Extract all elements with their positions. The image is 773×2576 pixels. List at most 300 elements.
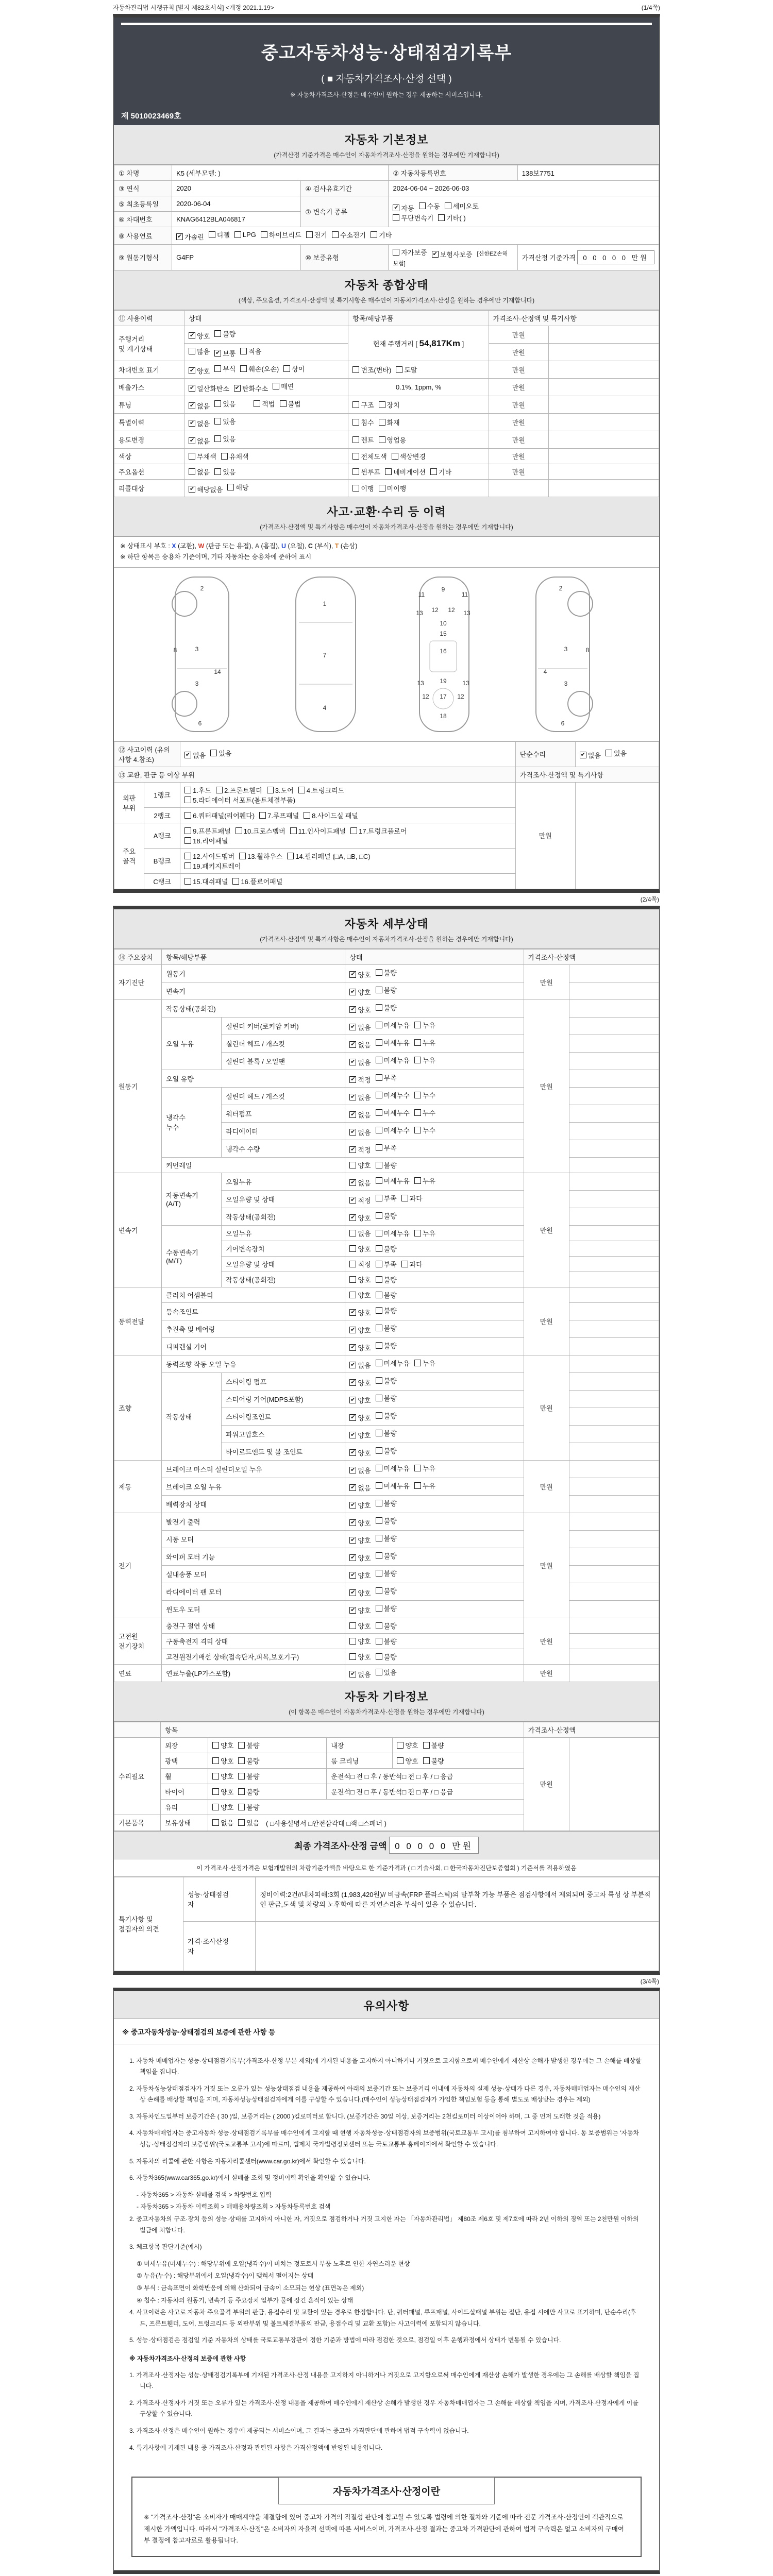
checkbox-불량[interactable]: [423, 1756, 444, 1766]
checkbox-없음[interactable]: [349, 1022, 371, 1032]
table-row: [114, 1565, 659, 1583]
notices-subheader: ※ 중고자동차성능·상태점검의 보증에 관한 사항 등: [114, 2019, 659, 2044]
checkbox-누수[interactable]: [414, 1108, 435, 1117]
table-row: [114, 1513, 659, 1530]
accident-title: 사고·교환·수리 등 이력: [327, 505, 446, 518]
unchecked-box-icon: [376, 1144, 382, 1151]
checkbox-기타( )[interactable]: [438, 213, 465, 223]
checkbox-label: 기타: [438, 468, 452, 476]
checkbox-양호[interactable]: [349, 1500, 371, 1510]
checkbox-네비게이션[interactable]: [385, 467, 426, 477]
checkbox-미세누유[interactable]: [376, 1020, 410, 1030]
checkbox-불량[interactable]: [376, 1428, 397, 1438]
checkbox-미이행[interactable]: [379, 483, 407, 493]
checkbox-도말[interactable]: [396, 365, 417, 375]
checkbox-불량[interactable]: [376, 1516, 397, 1526]
checkbox-과다[interactable]: [401, 1193, 423, 1203]
checkbox-7.루프패널[interactable]: [259, 810, 299, 820]
checkbox-양호[interactable]: [397, 1740, 418, 1750]
checkbox-기타[interactable]: [430, 467, 451, 477]
checkbox-label: 변조(변타): [361, 366, 392, 374]
checkbox-16.플로어패널[interactable]: [232, 876, 282, 886]
col-usage-history: ⑪ 사용이력: [114, 311, 184, 326]
device-group-label: 원동기: [114, 999, 162, 1173]
checkbox-매연[interactable]: [273, 381, 294, 391]
checkbox-양호[interactable]: [212, 1787, 233, 1797]
checked-box-icon: ✔: [215, 350, 221, 356]
checkbox-불량[interactable]: [238, 1802, 259, 1812]
checkbox-미세누유[interactable]: [376, 1038, 410, 1047]
checkbox-15.대쉬패널[interactable]: [184, 876, 228, 886]
checkbox-구조[interactable]: [352, 400, 374, 410]
checkbox-label: 양호: [358, 1396, 371, 1404]
checkbox-없음[interactable]: [349, 1127, 371, 1137]
checkbox-label: 부족: [383, 1074, 397, 1082]
checkbox-미세누유[interactable]: [376, 1176, 410, 1185]
item-label: 충전구 절연 상태: [162, 1618, 345, 1633]
symbol-U: U: [281, 543, 288, 550]
final-price-label: 최종 가격조사·산정 금액: [294, 1841, 390, 1851]
item-label: 워터펌프: [222, 1105, 345, 1122]
checkbox-많음[interactable]: [189, 346, 210, 356]
checkbox-17.트렁크플로어[interactable]: [350, 826, 407, 836]
checkbox-8.사이드실 패널[interactable]: [304, 810, 358, 820]
checkbox-영업용[interactable]: [379, 435, 407, 445]
final-price-value: 0 0 0 0 0 만원: [389, 1837, 479, 1854]
note-cell: [548, 361, 659, 379]
checkbox-label: 미이행: [386, 485, 407, 493]
checkbox-양호[interactable]: [349, 1290, 371, 1300]
unchecked-box-icon: [352, 468, 359, 475]
checkbox-양호[interactable]: [349, 1395, 371, 1405]
checkbox-없음[interactable]: [349, 1057, 371, 1067]
note-cell: [548, 414, 659, 431]
checkbox-있음[interactable]: [210, 748, 231, 758]
checkbox-없음[interactable]: [349, 1669, 371, 1679]
checkbox-양호[interactable]: [349, 1343, 371, 1352]
row-label: 차대번호 표기: [114, 361, 184, 379]
checkbox-9.프론트패널[interactable]: [184, 826, 231, 836]
unchecked-box-icon: [240, 365, 247, 372]
checkbox-부식[interactable]: [214, 364, 236, 374]
col-state: 상태: [184, 311, 348, 326]
checkbox-하이브리드[interactable]: [261, 230, 301, 240]
checkbox-있음[interactable]: [214, 399, 236, 409]
state-options: [184, 361, 348, 379]
checkbox-불량[interactable]: [376, 968, 397, 977]
page-marker-2: (2/4쪽): [640, 895, 659, 903]
checkbox-적정[interactable]: [349, 1259, 371, 1269]
checkbox-누유[interactable]: [414, 1038, 435, 1047]
checkbox-불량[interactable]: [376, 1411, 397, 1420]
checkbox-변조(변타)[interactable]: [352, 365, 391, 375]
checkbox-양호[interactable]: [349, 1570, 371, 1580]
checkbox-있음[interactable]: [214, 467, 236, 477]
checkbox-양호[interactable]: [349, 1448, 371, 1458]
checked-box-icon: ✔: [350, 1326, 356, 1333]
panel-number-16: 16: [440, 647, 447, 655]
table-row: [114, 1372, 659, 1390]
state-options: [345, 1548, 524, 1565]
checkbox-전체도색[interactable]: [352, 451, 386, 461]
checkbox-label: 보험사보증: [440, 251, 473, 259]
checkbox-불량[interactable]: [238, 1740, 259, 1750]
checkbox-3.도어[interactable]: [267, 785, 294, 795]
accident-history-label: ⑫ 사고이력 (유의사항 4.참조): [114, 741, 180, 767]
checkbox-누유[interactable]: [414, 1463, 435, 1473]
checkbox-1.후드[interactable]: [184, 785, 211, 795]
checkbox-적법[interactable]: [254, 399, 275, 409]
checkbox-label: 없음: [358, 1179, 371, 1187]
checkbox-누유[interactable]: [414, 1481, 435, 1490]
note-cell: [569, 1320, 659, 1337]
checkbox-불량[interactable]: [376, 1290, 397, 1300]
checkbox-해당없음[interactable]: [189, 484, 223, 494]
checkbox-미세누수[interactable]: [376, 1125, 410, 1135]
checkbox-label: 누수: [422, 1109, 435, 1117]
checkbox-누수[interactable]: [414, 1125, 435, 1135]
checkbox-없음[interactable]: [349, 1040, 371, 1049]
checkbox-적정[interactable]: [349, 1195, 371, 1205]
symbol-T: T: [334, 543, 341, 550]
checkbox-누유[interactable]: [414, 1055, 435, 1065]
checkbox-12.사이드멤버[interactable]: [184, 851, 234, 861]
checkbox-양호[interactable]: [212, 1756, 233, 1766]
checkbox-label: 불량: [431, 1741, 444, 1750]
car-view-bottom: [416, 577, 470, 732]
checkbox-누유[interactable]: [414, 1020, 435, 1030]
checkbox-장치[interactable]: [379, 400, 400, 410]
checkbox-적정[interactable]: [349, 1075, 371, 1084]
checkbox-전기[interactable]: [306, 230, 327, 240]
note-cell: [548, 326, 659, 344]
item-label: 와이퍼 모터 기능: [162, 1548, 345, 1565]
unchecked-box-icon: [349, 1653, 356, 1660]
checkbox-양호[interactable]: [212, 1802, 233, 1812]
checkbox-누수[interactable]: [414, 1090, 435, 1100]
checkbox-10.크로스멤버[interactable]: [236, 826, 285, 836]
checkbox-있음[interactable]: [238, 1818, 259, 1827]
checkbox-양호[interactable]: [349, 1213, 371, 1223]
checkbox-미세누유[interactable]: [376, 1055, 410, 1065]
checkbox-양호[interactable]: [349, 1518, 371, 1528]
checkbox-미세누유[interactable]: [376, 1228, 410, 1238]
state-options: [345, 1372, 524, 1390]
checkbox-양호[interactable]: [212, 1771, 233, 1781]
checkbox-양호[interactable]: [189, 331, 210, 341]
table-row: [114, 361, 659, 379]
note-cell: [569, 1548, 659, 1565]
year-value: 2020: [172, 181, 301, 196]
checkbox-label: 이행: [361, 485, 374, 493]
checkbox-없음[interactable]: [212, 1818, 233, 1827]
checkbox-11.인사이드패널[interactable]: [290, 826, 346, 836]
checkbox-미세누유[interactable]: [376, 1481, 410, 1490]
checkbox-불량[interactable]: [376, 1498, 397, 1508]
checkbox-누유[interactable]: [414, 1228, 435, 1238]
checkbox-양호[interactable]: [349, 1413, 371, 1422]
checkbox-없음[interactable]: [189, 418, 210, 428]
checkbox-가솔린[interactable]: [176, 232, 204, 242]
item-label: 냉각수 수량: [222, 1140, 345, 1157]
checkbox-화재[interactable]: [379, 417, 400, 427]
checkbox-없음[interactable]: [189, 401, 210, 411]
checkbox-없음[interactable]: [349, 1178, 371, 1188]
rank-label: C랭크: [144, 873, 180, 889]
comprehensive-title: 자동차 종합상태: [344, 279, 429, 292]
checkbox-양호[interactable]: [349, 1605, 371, 1615]
checkbox-훼손(오손)[interactable]: [240, 364, 279, 374]
unchecked-box-icon: [352, 419, 359, 426]
checkbox-불법[interactable]: [280, 399, 301, 409]
checkbox-양호[interactable]: [349, 1325, 371, 1335]
table-row: [114, 1600, 659, 1618]
checkbox-없음[interactable]: [184, 750, 206, 760]
checkbox-불량[interactable]: [376, 1586, 397, 1596]
checkbox-불량[interactable]: [376, 985, 397, 995]
unchecked-box-icon: [216, 787, 223, 793]
notice-item: 4. 사고이력은 사고로 자동차 주요골격 부위의 판금, 용접수리 및 교환이 있는 경우로 한정합니다. 단, 쿼터패널, 루프패널, 사이드실패널 부위는 절단, 용접 시에만 사고로 표기하며, 단순수리(후드, 프론트휀더, 도어, 트렁크리드 등 외판부위 및 볼트체결부품의 판금, 용접수리 및 교환 포함)는 사고이력에 포함되지 않습니다.: [129, 2309, 636, 2327]
base-price-value: 0 0 0 0 0 만원: [577, 250, 654, 264]
checkbox-18.리어패널[interactable]: [184, 836, 228, 845]
checkbox-불량[interactable]: [376, 1323, 397, 1333]
checkbox-label: 수동: [427, 202, 440, 210]
checkbox-미세누수[interactable]: [376, 1090, 410, 1100]
checkbox-양호[interactable]: [212, 1740, 233, 1750]
checkbox-불량[interactable]: [376, 1376, 397, 1385]
checkbox-이행[interactable]: [352, 483, 374, 493]
checkbox-불량[interactable]: [238, 1787, 259, 1797]
checkbox-14.필러패널 (□A, □B, □C)[interactable]: [287, 851, 370, 861]
device-group-label: 제동: [114, 1460, 162, 1513]
checkbox-양호[interactable]: [397, 1756, 418, 1766]
checkbox-양호[interactable]: [349, 1244, 371, 1253]
device-group-label: 변속기: [114, 1173, 162, 1287]
checkbox-과다[interactable]: [401, 1259, 423, 1269]
symbol-A: A: [255, 543, 261, 550]
checkbox-양호[interactable]: [349, 1588, 371, 1598]
checkbox-누유[interactable]: [414, 1358, 435, 1368]
item-label: 오일유량 및 상태: [222, 1256, 345, 1272]
checkbox-없음[interactable]: [349, 1092, 371, 1102]
checkbox-불량[interactable]: [376, 1306, 397, 1315]
checkbox-label: 미세누수: [383, 1091, 410, 1099]
symbol-C: C: [308, 543, 315, 550]
checkbox-있음[interactable]: [606, 748, 627, 758]
checkbox-양호[interactable]: [349, 1005, 371, 1014]
checkbox-LPG[interactable]: [234, 231, 256, 239]
checkbox-색상변경[interactable]: [392, 451, 426, 461]
checkbox-미세누유[interactable]: [376, 1358, 410, 1368]
unchecked-box-icon: [304, 812, 310, 819]
checkbox-6.쿼터패널(리어휀다)[interactable]: [184, 810, 255, 820]
checkbox-수소전기[interactable]: [332, 230, 366, 240]
checkbox-불량[interactable]: [376, 1003, 397, 1012]
unchecked-box-icon: [212, 1788, 219, 1795]
unchecked-box-icon: [238, 1804, 245, 1810]
checkbox-없음[interactable]: [580, 750, 601, 760]
checkbox-label: 불량: [383, 1324, 397, 1332]
checkbox-불량[interactable]: [376, 1275, 397, 1284]
car-diagram: [114, 568, 659, 741]
checkbox-있음[interactable]: [214, 416, 236, 426]
unchecked-box-icon: [445, 202, 451, 209]
unchecked-box-icon: [379, 436, 385, 443]
checkbox-해당[interactable]: [227, 482, 248, 492]
checkbox-label: 없음: [358, 1361, 371, 1369]
state-options: [345, 1173, 524, 1190]
checkbox-label: 19.패키지트레이: [193, 862, 241, 870]
unchecked-box-icon: [376, 1605, 382, 1612]
checkbox-label: 전기: [314, 231, 327, 239]
checkbox-양호[interactable]: [349, 1275, 371, 1284]
checked-box-icon: ✔: [350, 1554, 356, 1561]
checkbox-일산화탄소[interactable]: [189, 383, 229, 393]
state-options: [345, 1087, 524, 1105]
checkbox-불량[interactable]: [238, 1771, 259, 1781]
checkbox-불량[interactable]: [214, 329, 236, 338]
checkbox-미세누수[interactable]: [376, 1108, 410, 1117]
checkbox-label: 양호: [221, 1803, 234, 1811]
checkbox-누유[interactable]: [414, 1176, 435, 1185]
checkbox-있음[interactable]: [214, 434, 236, 444]
checkbox-label: 불량: [383, 1291, 397, 1299]
checkbox-부족[interactable]: [376, 1259, 397, 1269]
row-label: 튜닝: [114, 396, 184, 414]
checkbox-양호[interactable]: [349, 1430, 371, 1440]
warranty-label: ⑩ 보증유형: [301, 245, 389, 270]
checkbox-부족[interactable]: [376, 1143, 397, 1153]
checkbox-양호[interactable]: [349, 1553, 371, 1563]
checkbox-유채색[interactable]: [221, 451, 249, 461]
checkbox-양호[interactable]: [349, 1535, 371, 1545]
checkbox-불량[interactable]: [376, 1636, 397, 1646]
checkbox-없음[interactable]: [189, 436, 210, 446]
checkbox-불량[interactable]: [376, 1341, 397, 1350]
checkbox-자가보증[interactable]: [393, 247, 427, 257]
checkbox-19.패키지트레이[interactable]: [184, 861, 241, 871]
checkbox-2.프론트휀더[interactable]: [216, 785, 262, 795]
checked-box-icon: ✔: [350, 1058, 356, 1065]
checkbox-디젤[interactable]: [209, 230, 230, 240]
simple-repair-options: [575, 741, 659, 767]
checkbox-불량[interactable]: [376, 1533, 397, 1543]
checkbox-렌트[interactable]: [352, 435, 374, 445]
checkbox-세미오토[interactable]: [445, 201, 479, 211]
checkbox-부족[interactable]: [376, 1193, 397, 1203]
checkbox-불량[interactable]: [423, 1740, 444, 1750]
checkbox-미세누유[interactable]: [376, 1463, 410, 1473]
checkbox-label: 있음: [223, 400, 236, 408]
unchecked-box-icon: [376, 1325, 382, 1331]
price-definition-body: ※ "가격조사·산정"은 소비자가 매매계약을 체결함에 있어 중고차 가격의 적절성 판단에 참고할 수 있도록 법령에 의한 절차와 기준에 따라 전문 가격조사·산정인이 객관적으로 제시한 가액입니다. 따라서 "가격조사·산정"은 소비자의 자율적 선택에 따른 서비스이며, 가격조사·산정 결과는 중고차 가격판단에 관하여 법적 구속력은 없고 소비자의 구매여부 결정에 참고자료로 활용됩니다.: [144, 2514, 624, 2545]
checkbox-양호[interactable]: [349, 970, 371, 979]
price-cell: 만원: [489, 464, 548, 480]
checkbox-불량[interactable]: [376, 1603, 397, 1613]
appraiser-label: 가격·조사산정 자: [183, 1921, 256, 1971]
checkbox-양호[interactable]: [349, 1636, 371, 1646]
checkbox-불량[interactable]: [376, 1551, 397, 1561]
detail-title: 자동차 세부상태: [344, 917, 429, 930]
checkbox-양호[interactable]: [349, 1621, 371, 1631]
checkbox-없음[interactable]: [349, 1110, 371, 1120]
rank-items: [180, 807, 516, 823]
checkbox-label: 수소전기: [340, 231, 366, 239]
checkbox-무채색[interactable]: [189, 451, 216, 461]
note-cell: [548, 379, 659, 396]
checkbox-label: 미세누유: [383, 1464, 410, 1472]
checkbox-양호[interactable]: [349, 1308, 371, 1317]
checkbox-불량[interactable]: [376, 1652, 397, 1662]
checkbox-무단변속기[interactable]: [393, 213, 433, 223]
checked-box-icon: ✔: [350, 1431, 356, 1438]
checkbox-없음[interactable]: [189, 467, 210, 477]
checkbox-양호[interactable]: [349, 1652, 371, 1662]
checkbox-양호[interactable]: [349, 987, 371, 997]
note-cell: [569, 1390, 659, 1408]
checkbox-불량[interactable]: [376, 1393, 397, 1403]
unchecked-box-icon: [298, 787, 305, 793]
checkbox-5.라디에이터 서포트(볼트체결부품)[interactable]: [184, 795, 295, 805]
note-cell: [548, 396, 659, 414]
checkbox-없음[interactable]: [349, 1360, 371, 1370]
checkbox-없음[interactable]: [349, 1483, 371, 1493]
checkbox-침수[interactable]: [352, 417, 374, 427]
checkbox-불량[interactable]: [376, 1621, 397, 1631]
price-cell: 만원: [489, 431, 548, 449]
checkbox-불량[interactable]: [376, 1568, 397, 1578]
checkbox-보험사보증[interactable]: [432, 249, 473, 259]
checkbox-양호[interactable]: [349, 1160, 371, 1170]
checkbox-적정[interactable]: [349, 1145, 371, 1155]
device-group-label: 연료: [114, 1664, 162, 1682]
note-cell: [569, 1513, 659, 1530]
checkbox-없음[interactable]: [349, 1465, 371, 1475]
checkbox-불량[interactable]: [238, 1756, 259, 1766]
checkbox-적음[interactable]: [240, 346, 261, 356]
accident-legend: [114, 537, 659, 568]
page-3: [113, 1988, 660, 2574]
checkbox-부족[interactable]: [376, 1073, 397, 1082]
table-row: [114, 1633, 659, 1649]
checkbox-기타[interactable]: [371, 230, 392, 240]
panel-number-14: 14: [214, 668, 221, 675]
checkbox-불량[interactable]: [376, 1244, 397, 1253]
unchecked-box-icon: [414, 1465, 421, 1471]
checkbox-썬루프[interactable]: [352, 467, 380, 477]
sub-group-label: 냉각수 누수: [162, 1087, 222, 1157]
checkbox-4.트렁크리드[interactable]: [298, 785, 345, 795]
checkbox-양호[interactable]: [349, 1378, 371, 1387]
checkbox-13.휠하우스[interactable]: [239, 851, 282, 861]
checkbox-수동[interactable]: [419, 201, 440, 211]
checkbox-label: 미세누수: [383, 1109, 410, 1117]
col-price-note: 가격조사·산정액 및 특기사항: [489, 311, 659, 326]
checkbox-상이[interactable]: [283, 364, 305, 374]
checkbox-불량[interactable]: [376, 1211, 397, 1221]
unchecked-box-icon: [376, 1261, 382, 1267]
checkbox-없음[interactable]: [349, 1228, 371, 1238]
checkbox-보통[interactable]: [214, 348, 236, 358]
symbol-W: W: [198, 543, 206, 550]
checkbox-있음[interactable]: [376, 1667, 397, 1677]
checkbox-불량[interactable]: [376, 1446, 397, 1455]
checkbox-불량[interactable]: [376, 1160, 397, 1170]
unchecked-box-icon: [212, 1757, 219, 1764]
checkbox-양호[interactable]: [189, 366, 210, 376]
checkbox-탄화수소[interactable]: [234, 383, 268, 393]
checkbox-자동[interactable]: [393, 203, 414, 213]
